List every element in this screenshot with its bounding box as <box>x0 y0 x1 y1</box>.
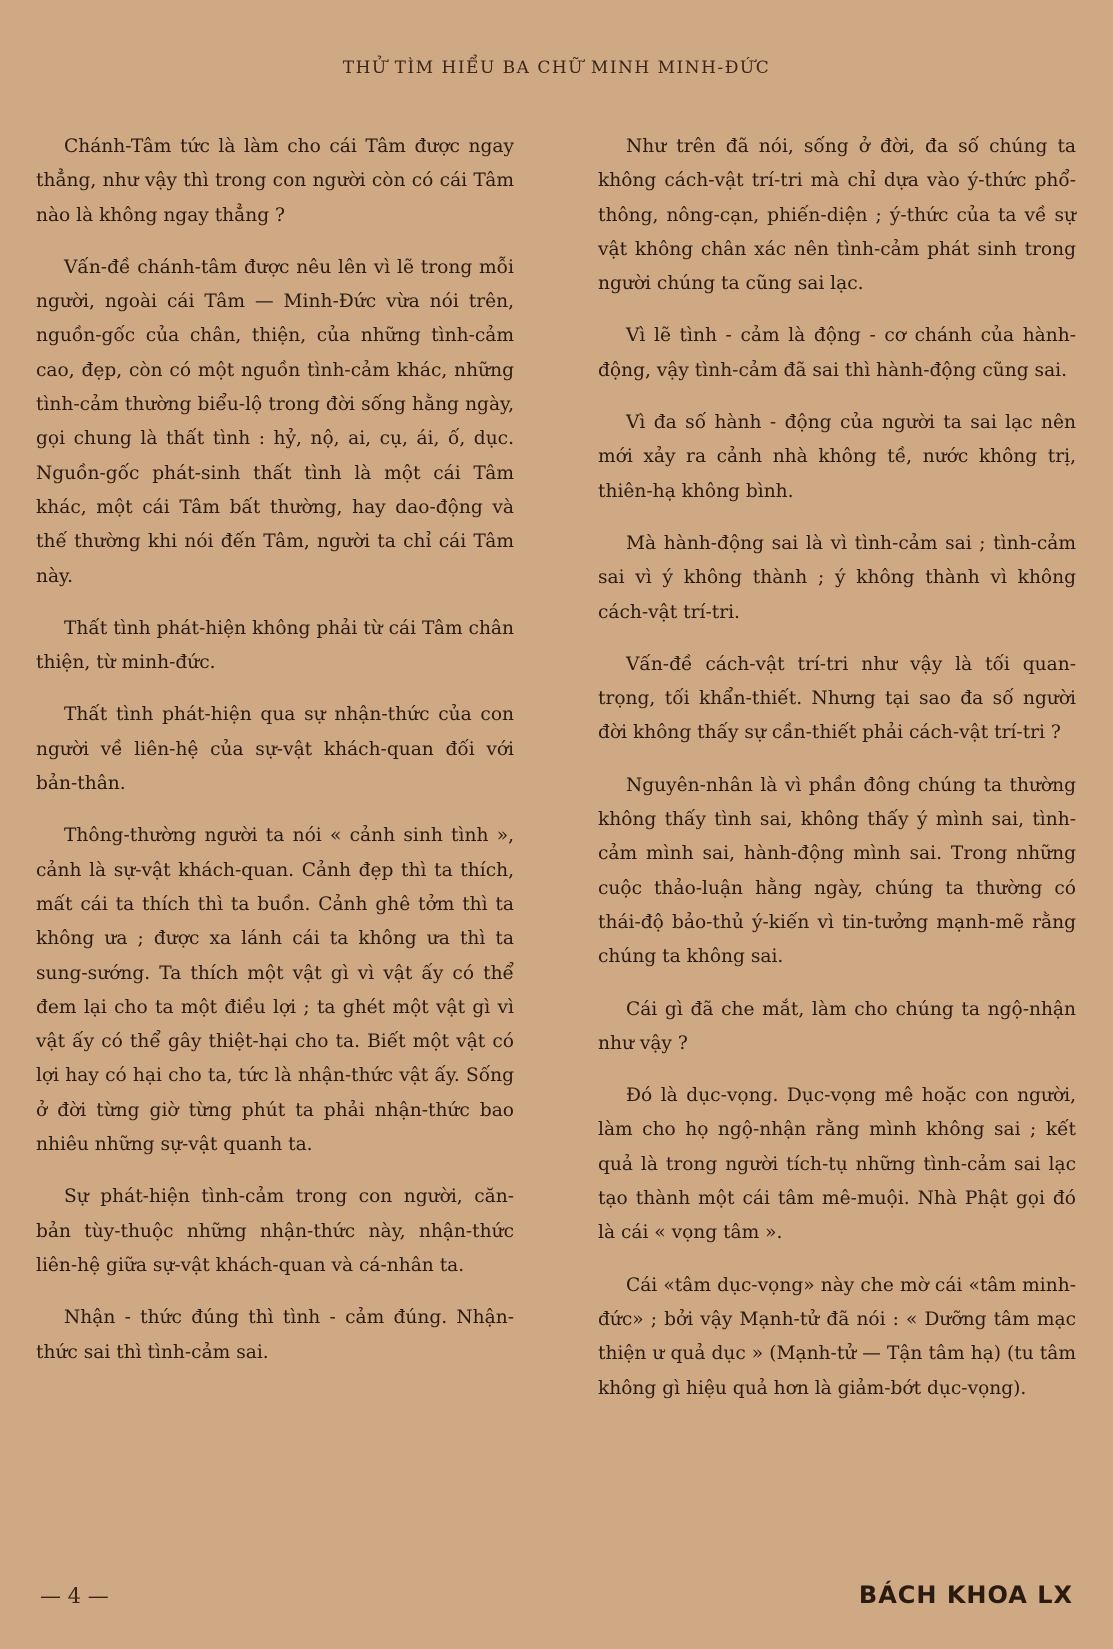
running-header: THỬ TÌM HIỂU BA CHỮ MINH MINH-ĐỨC <box>342 58 771 78</box>
paragraph: Thông-thường người ta nói « cảnh sinh tình », cảnh là sự-vật khách-quan. Cảnh đẹp thì ta thích, mất cái ta thích thì ta buồn. Cảnh ghê tởm thì ta không ưa ; được xa lánh cái ta không ưa thì ta sung-sướng. Ta thích một vật gì vì vật ấy có thể đem lại cho ta một điều lợi ; ta ghét một vật gì vì vật ấy có thể gây thiệt-hại cho ta. Biết một vật có lợi hay có hại cho ta, tức là nhận-thức vật ấy. Sống ở đời từng giờ từng phút ta phải nhận-thức bao nhiêu những sự-vật quanh ta. <box>36 825 514 1156</box>
paragraph: Đó là dục-vọng. Dục-vọng mê hoặc con người, làm cho họ ngộ-nhận rằng mình không sai ; kết quả là trong người tích-tụ những tình-cảm sai lạc tạo thành một cái tâm mê-muội. Nhà Phật gọi đó là cái « vọng tâm ». <box>598 1085 1076 1244</box>
paragraph: Như trên đã nói, sống ở đời, đa số chúng ta không cách-vật trí-tri mà chỉ dựa vào ý-thức phổ-thông, nông-cạn, phiến-diện ; ý-thức của ta về sự vật không chân xác nên tình-cảm phát sinh trong người chúng ta cũng sai lạc. <box>598 136 1076 295</box>
paragraph: Nguyên-nhân là vì phần đông chúng ta thường không thấy tình sai, không thấy ý mình sai, tình-cảm mình sai, hành-động mình sai. Trong những cuộc thảo-luận hằng ngày, chúng ta thường có thái-độ bảo-thủ ý-kiến vì tin-tưởng mạnh-mẽ rằng chúng ta không sai. <box>598 774 1076 968</box>
paragraph: Vấn-đề cách-vật trí-tri như vậy là tối quan-trọng, tối khẩn-thiết. Nhưng tại sao đa số người đời không thấy sự cần-thiết phải cách-vật trí-tri ? <box>598 653 1076 744</box>
paragraph: Thất tình phát-hiện không phải từ cái Tâm chân thiện, từ minh-đức. <box>36 617 514 674</box>
paragraph: Mà hành-động sai là vì tình-cảm sai ; tình-cảm sai vì ý không thành ; ý không thành vì không cách-vật trí-tri. <box>598 532 1076 623</box>
paragraph: Vì đa số hành - động của người ta sai lạc nên mới xảy ra cảnh nhà không tề, nước không trị, thiên-hạ không bình. <box>598 412 1076 502</box>
paragraph: Sự phát-hiện tình-cảm trong con người, căn-bản tùy-thuộc những nhận-thức này, nhận-thức liên-hệ giữa sự-vật khách-quan và cá-nhân ta. <box>36 1186 514 1276</box>
paragraph: Cái gì đã che mắt, làm cho chúng ta ngộ-nhận như vậy ? <box>598 998 1076 1054</box>
paragraph: Vì lẽ tình - cảm là động - cơ chánh của hành-động, vậy tình-cảm đã sai thì hành-động cũng sai. <box>598 325 1076 381</box>
page-number: — 4 — <box>40 1584 109 1608</box>
paragraph: Cái «tâm dục-vọng» này che mờ cái «tâm minh-đức» ; bởi vậy Mạnh-tử đã nói : « Dưỡng tâm mạc thiện ư quả dục » (Mạnh-tử — Tận tâm hạ) (tu tâm không gì hiệu quả hơn là giảm-bớt dục-vọng). <box>598 1274 1076 1399</box>
paragraph: Chánh-Tâm tức là làm cho cái Tâm được ngay thẳng, như vậy thì trong con người còn có cái Tâm nào là không ngay thẳng ? <box>36 136 514 226</box>
left-column <box>36 130 514 1388</box>
right-column <box>598 130 1076 1424</box>
paragraph: Nhận - thức đúng thì tình - cảm đúng. Nhận-thức sai thì tình-cảm sai. <box>36 1307 514 1363</box>
paragraph: Vấn-đề chánh-tâm được nêu lên vì lẽ trong mỗi người, ngoài cái Tâm — Minh-Đức vừa nói trên, nguồn-gốc của chân, thiện, của những tình-cảm cao, đẹp, còn có một nguồn tình-cảm khác, những tình-cảm thường biểu-lộ trong đời sống hằng ngày, gọi chung là thất tình : hỷ, nộ, ai, cụ, ái, ố, dục. Nguồn-gốc phát-sinh thất tình là một cái Tâm khác, một cái Tâm bất thường, hay dao-động và thế thường khi nói đến Tâm, người ta chỉ cái Tâm này. <box>36 256 514 587</box>
paragraph: Thất tình phát-hiện qua sự nhận-thức của con người về liên-hệ của sự-vật khách-quan đối với bản-thân. <box>36 704 514 795</box>
magazine-name: BÁCH KHOA LX <box>858 1581 1073 1609</box>
